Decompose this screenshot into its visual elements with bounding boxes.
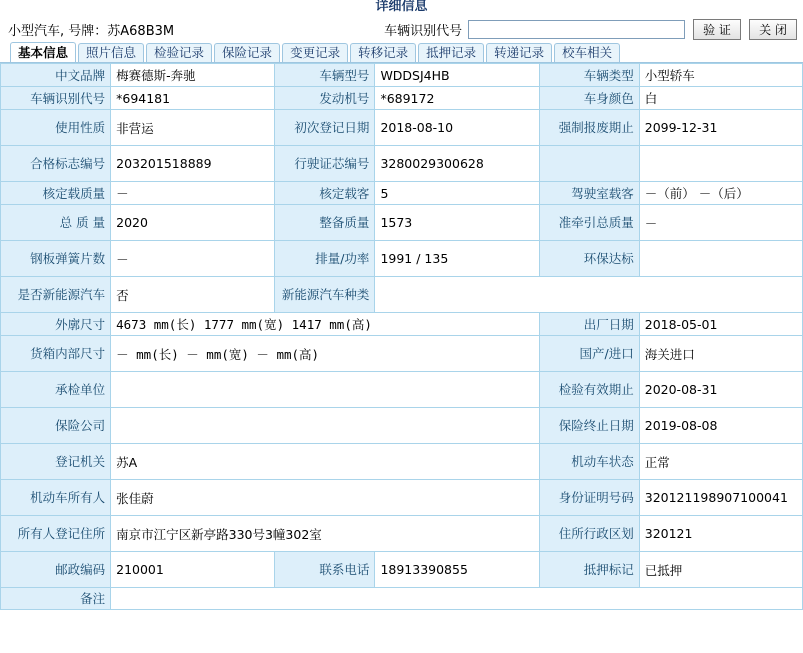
vin-label: 车辆识别代号 [384,23,463,39]
tab-transfer-records[interactable]: 转移记录 [350,43,416,62]
field-label: 联系电话 [275,552,375,588]
field-value: 1573 [375,205,539,241]
field-label: 钢板弹簧片数 [1,241,111,277]
field-value: － [639,205,802,241]
field-label: 保险终止日期 [539,408,639,444]
field-value [375,277,803,313]
vin-input[interactable] [468,20,685,39]
field-label: 承检单位 [1,372,111,408]
table-row [1,182,803,205]
field-label: 车辆类型 [539,64,639,87]
field-label: 新能源汽车种类 [275,277,375,313]
field-label: 合格标志编号 [1,146,111,182]
field-label: 准牵引总质量 [539,205,639,241]
field-value: 海关进口 [639,336,802,372]
field-value-remark [111,588,803,610]
tab-bar [0,42,803,63]
field-label: 强制报废期止 [539,110,639,146]
field-label: 车身颜色 [539,87,639,110]
field-label-empty [539,146,639,182]
field-label: 出厂日期 [539,313,639,336]
field-value: 203201518889 [111,146,275,182]
field-label-remark: 备注 [1,588,111,610]
field-value: 1991 / 135 [375,241,539,277]
field-label: 国产/进口 [539,336,639,372]
field-value: － [111,241,275,277]
window-title: 详细信息 [375,0,428,14]
tab-change-records[interactable]: 变更记录 [282,43,348,62]
field-label: 所有人登记住所 [1,516,111,552]
table-row [1,146,803,182]
verify-button[interactable]: 验 证 [693,19,741,40]
field-label: 抵押标记 [539,552,639,588]
field-label: 环保达标 [539,241,639,277]
field-value [639,241,802,277]
field-value: 2019-08-08 [639,408,802,444]
tab-forward-records[interactable]: 转递记录 [486,43,552,62]
field-value: 小型轿车 [639,64,802,87]
field-label: 排量/功率 [275,241,375,277]
table-row [1,444,803,480]
field-value: 已抵押 [639,552,802,588]
field-label: 是否新能源汽车 [1,277,111,313]
field-label: 车辆型号 [275,64,375,87]
table-row [1,516,803,552]
table-row [1,64,803,87]
field-value: 320121198907100041 [639,480,802,516]
table-row [1,110,803,146]
tab-inspection-records[interactable]: 检验记录 [146,43,212,62]
field-label: 使用性质 [1,110,111,146]
field-label: 中文品牌 [1,64,111,87]
field-value: 否 [111,277,275,313]
tab-basic-info[interactable]: 基本信息 [10,42,76,62]
field-value: 4673 mm(长) 1777 mm(宽) 1417 mm(高) [111,313,540,336]
field-value: 梅赛德斯-奔驰 [111,64,275,87]
field-value: *694181 [111,87,275,110]
plate-label: 小型汽车, 号牌：苏A68B3M [8,23,175,39]
table-row [1,336,803,372]
field-value: － [111,182,275,205]
field-value: 210001 [111,552,275,588]
tab-school-bus[interactable]: 校车相关 [554,43,620,62]
field-value-empty [639,146,802,182]
table-row [1,372,803,408]
table-row [1,313,803,336]
field-value: 白 [639,87,802,110]
field-value: 2099-12-31 [639,110,802,146]
field-value: 320121 [639,516,802,552]
field-label: 机动车状态 [539,444,639,480]
field-value: 2020-08-31 [639,372,802,408]
field-label: 机动车所有人 [1,480,111,516]
field-label: 保险公司 [1,408,111,444]
field-value: － mm(长) － mm(宽) － mm(高) [111,336,540,372]
field-label: 整备质量 [275,205,375,241]
field-value: 苏A [111,444,540,480]
field-label: 邮政编码 [1,552,111,588]
field-label: 货箱内部尺寸 [1,336,111,372]
close-button[interactable]: 关 闭 [749,19,797,40]
field-label: 发动机号 [275,87,375,110]
field-value: 南京市江宁区新亭路330号3幢302室 [111,516,540,552]
field-value: 2018-08-10 [375,110,539,146]
field-label: 驾驶室载客 [539,182,639,205]
table-row [1,588,803,610]
field-label: 住所行政区划 [539,516,639,552]
field-label: 核定载质量 [1,182,111,205]
search-bar [0,16,803,42]
field-label: 核定载客 [275,182,375,205]
vehicle-detail-table [0,63,803,610]
field-value: 张佳蔚 [111,480,540,516]
field-value [111,408,540,444]
field-value: *689172 [375,87,539,110]
field-value: －（前） －（后） [639,182,802,205]
tab-photo-info[interactable]: 照片信息 [78,43,144,62]
field-label: 行驶证芯编号 [275,146,375,182]
tab-mortgage-records[interactable]: 抵押记录 [418,43,484,62]
field-value: 2020 [111,205,275,241]
table-row [1,87,803,110]
table-row [1,241,803,277]
field-value [111,372,540,408]
field-label: 总 质 量 [1,205,111,241]
table-row [1,277,803,313]
field-value: 3280029300628 [375,146,539,182]
field-label: 初次登记日期 [275,110,375,146]
field-value: 18913390855 [375,552,539,588]
field-value: 非营运 [111,110,275,146]
field-value: 5 [375,182,539,205]
field-value: 2018-05-01 [639,313,802,336]
table-row [1,408,803,444]
field-label: 身份证明号码 [539,480,639,516]
tab-insurance-records[interactable]: 保险记录 [214,43,280,62]
field-label: 外廓尺寸 [1,313,111,336]
field-label: 登记机关 [1,444,111,480]
field-value: WDDSJ4HB [375,64,539,87]
table-row [1,552,803,588]
field-label: 车辆识别代号 [1,87,111,110]
table-row [1,480,803,516]
field-value: 正常 [639,444,802,480]
table-row [1,205,803,241]
field-label: 检验有效期止 [539,372,639,408]
